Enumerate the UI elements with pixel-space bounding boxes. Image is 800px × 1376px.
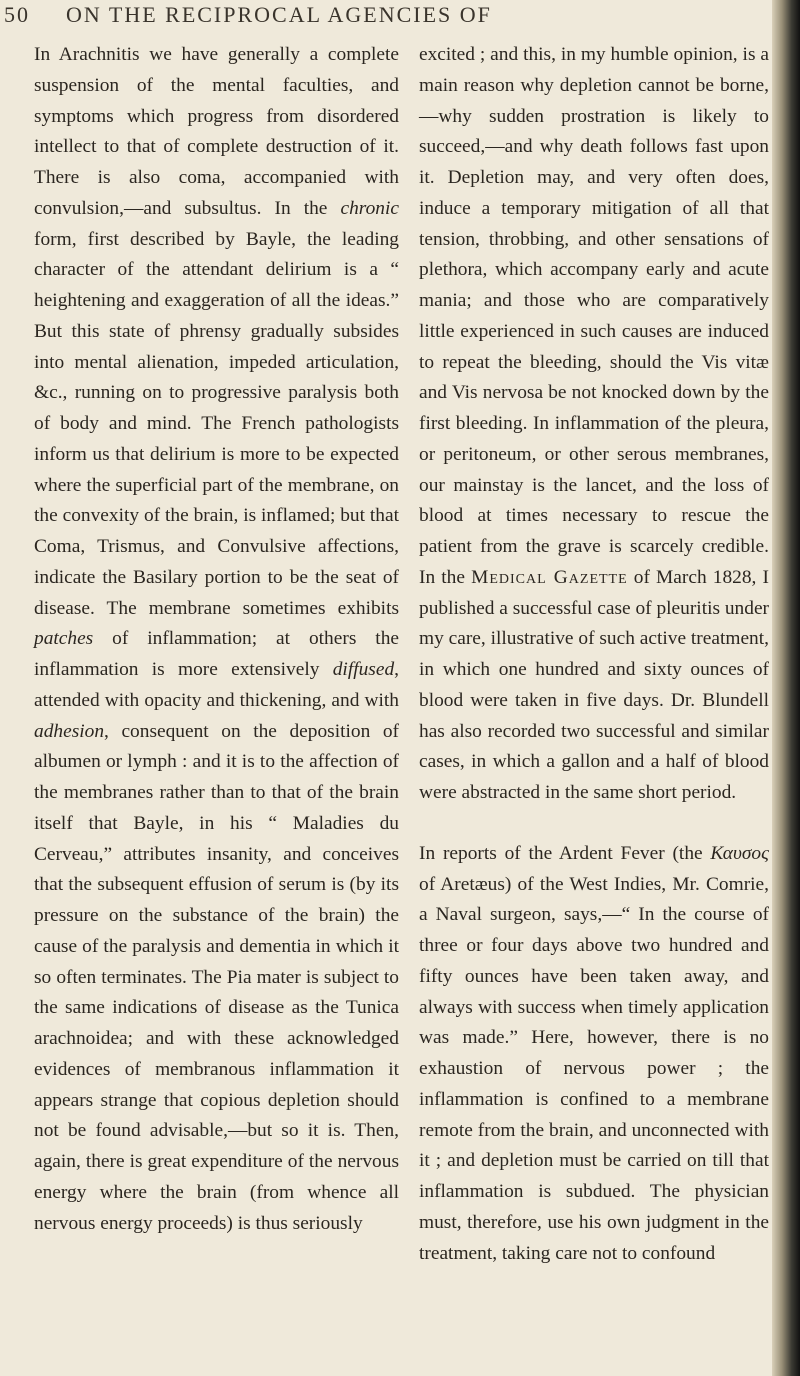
text: excited ; and this, in my humble opinion, is a main reason why depletion cannot be borne,—why sudden prostration is likely to succeed,—and why death follows fast upon it. Depletion may, and very often does, induce a temporary mitigation of all that tension, throbbing, and other sensations of plethora, which accompany early and acute mania; and those who are comparatively little experienced in such causes are induced to repeat the bleeding, should the Vis vitæ and Vis nervosa be not knocked down by the first bleeding. In inflammation of the pleura, or peritoneum, or other serous membranes, our mainstay is the lancet, and the loss of blood at times necessary to rescue the patient from the grave is scarcely credible. In the <box>419 44 769 588</box>
text: , consequent on the deposition of albumen or lymph : and it is to the affection of the membranes rather than to that of the brain itself that Bayle, in his “ Maladies du Cerveau,” attributes insanity, and conceives that the subsequent effusion of serum is (by its pressure on the substance of the brain) the cause of the paralysis and dementia in which it so often terminates. The Pia mater is subject to the same indications of disease as the Tunica arachnoidea; and with these acknowledged evidences of membranous inflammation it appears strange that copious depletion should not be found advisable,—but so it is. Then, again, there is great expenditure of the nervous energy where the brain (from whence all nervous energy proceeds) is thus seriously <box>34 720 399 1234</box>
text: In Arachnitis we have generally a complete suspension of the mental faculties, and symptoms which progress from disordered intellect to that of complete destruction of it. There is also coma, accompanied with convulsion,—and subsultus. In the <box>34 44 399 219</box>
page-edge-shadow <box>772 0 800 1376</box>
italic-term: chronic <box>340 197 399 219</box>
left-column <box>34 40 399 1239</box>
paragraph-arachnitis <box>34 40 399 1239</box>
italic-term: diffused <box>332 659 395 680</box>
text: of inflammation; at others the inflammation is more extensively <box>34 628 399 680</box>
right-column <box>419 40 769 1269</box>
greek-term: Καυσος <box>710 842 769 864</box>
italic-term: patches <box>34 628 94 650</box>
page-number: 50 <box>4 2 30 27</box>
text: of March 1828, I published a successful case of pleuritis under my care, illustrative of such active treatment, in which one hundred and sixty ounces of blood were taken in five days. Dr. Blundell has also recorded two successful and similar cases, in which a gallon and a half of blood were abstracted in the same short period. <box>419 566 770 803</box>
paragraph-depletion <box>419 40 769 809</box>
text: of Aretæus) of the West Indies, Mr. Comrie, a Naval surgeon, says,—“ In the course of three or four days above two hundred and fifty ounces have been taken away, and always with success when timely application was made.” Here, however, there is no exhaustion of nervous power ; the inflammation is confined to a membrane remote from the brain, and unconnected with it ; and depletion must be carried on till that inflammation is subdued. The physician must, therefore, use his own judgment in the treatment, taking care not to confound <box>419 873 769 1264</box>
page-header <box>0 2 772 34</box>
publication-name: Medical Gazette <box>471 566 628 588</box>
text: , attended with opacity and thickening, and with <box>34 659 399 711</box>
text: In reports of the Ardent Fever (the <box>419 842 711 864</box>
paragraph-ardent-fever <box>419 839 769 1270</box>
running-title: ON THE RECIPROCAL AGENCIES OF <box>66 2 492 27</box>
italic-term: adhesion <box>34 720 105 742</box>
paragraph-gap <box>419 809 769 839</box>
text: form, first described by Bayle, the leading character of the attendant delirium is a “ heightening and exaggeration of all the ideas.” But this state of phrensy gradually subsides into mental alienation, impeded articulation, &c., running on to progressive paralysis both of body and mind. The French pathologists inform us that delirium is more to be expected where the superficial part of the membrane, on the convexity of the brain, is inflamed; but that Coma, Trismus, and Convulsive affections, indicate the Basilary portion to be the seat of disease. The membrane sometimes exhibits <box>34 228 399 619</box>
